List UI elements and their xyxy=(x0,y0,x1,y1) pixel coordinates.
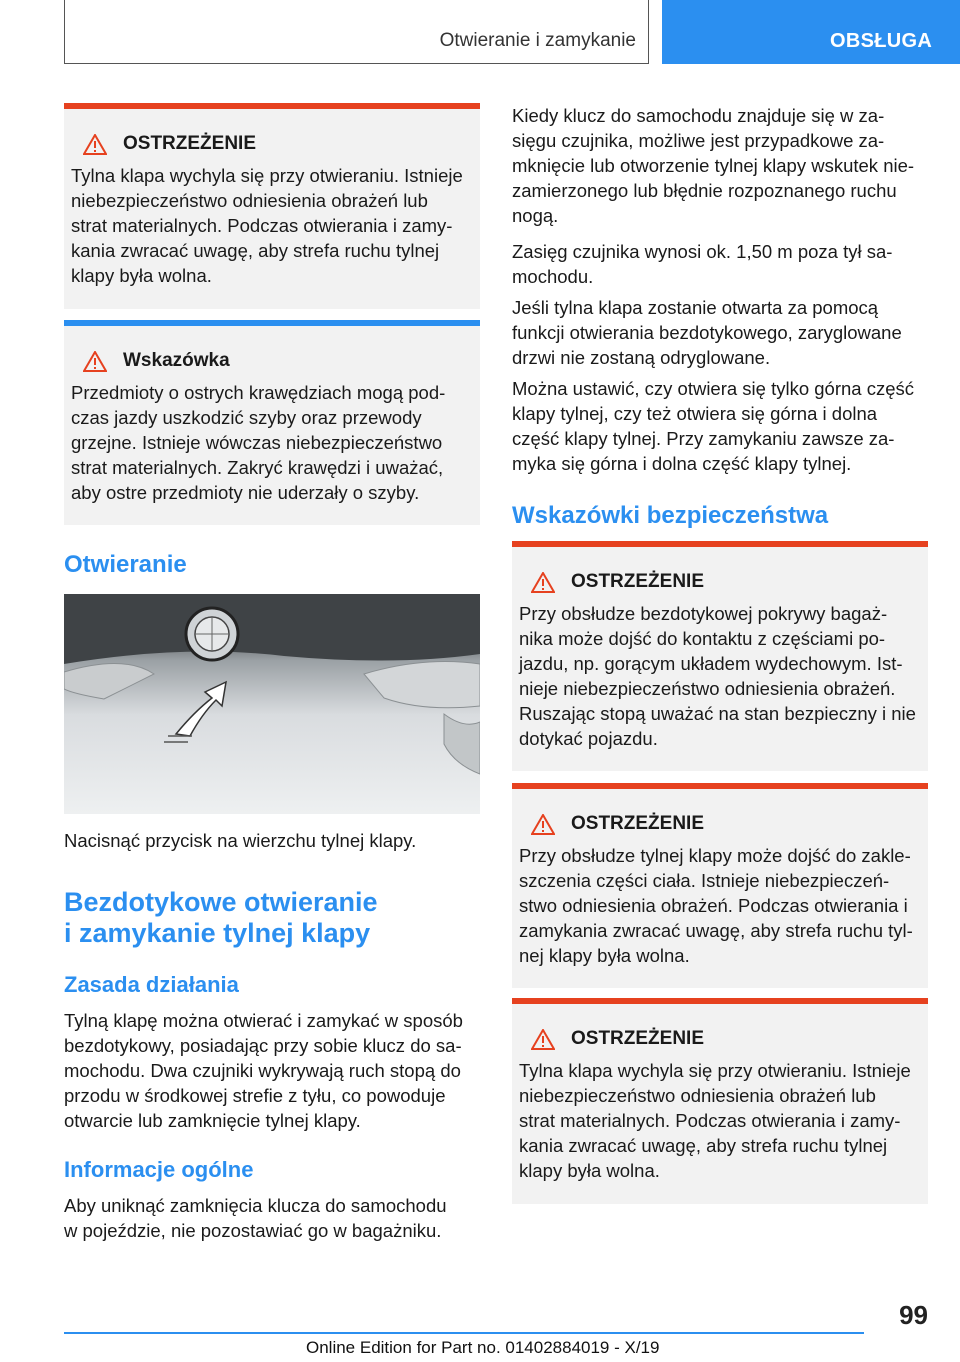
chapter-title: Otwieranie i zamykanie xyxy=(439,30,636,51)
warning-text: Tylna klapa wychyla się przy otwieraniu. Istnieje niebezpieczeństwo odniesienia obrażeń lub strat materialnych. Podczas otwierania i zamy‐ kania zwracać uwagę, aby strefa ruchu tylnej klapy była wolna. xyxy=(519,1060,911,1181)
footer-divider xyxy=(64,1332,864,1334)
heading-general: Informacje ogólne xyxy=(64,1157,254,1182)
unlock-text: Jeśli tylna klapa zostanie otwarta za pomocą funkcji otwierania bezdotykowego, zaryglowane drzwi nie zostaną odryglowane. xyxy=(512,297,902,368)
warning-heading: OSTRZEŻENIE xyxy=(519,813,918,835)
range-text: Zasięg czujnika wynosi ok. 1,50 m poza tył sa‐ mochodu. xyxy=(512,241,893,287)
warning-box xyxy=(512,541,928,771)
heading-safety: Wskazówki bezpieczeństwa xyxy=(512,502,829,529)
page-number: 99 xyxy=(899,1300,928,1330)
warning-box xyxy=(64,103,480,309)
warning-triangle-icon xyxy=(83,351,107,372)
general-text: Aby uniknąć zamknięcia klucza do samochodu w pojeździe, nie pozostawiać go w bagażniku. xyxy=(64,1195,447,1241)
warning-triangle-icon xyxy=(531,1029,555,1050)
warning-text: Przy obsłudze tylnej klapy może dojść do zakle‐ szczenia części ciała. Istnieje niebezpieczeń‐ stwo odniesienia obrażeń. Podczas otwierania i zamykania zwracać uwagę, aby strefa ruchu tyl‐ nej klapy była wolna. xyxy=(519,845,913,966)
header-frame xyxy=(64,0,649,64)
note-box xyxy=(64,320,480,525)
heading-touchless: Bezdotykowe otwieranie i zamykanie tylnej klapy xyxy=(64,887,378,948)
edition-info: Online Edition for Part no. 01402884019 - X/19 xyxy=(306,1338,660,1357)
warning-box xyxy=(512,783,928,988)
warning-triangle-icon xyxy=(83,134,107,155)
warning-heading: OSTRZEŻENIE xyxy=(519,571,918,593)
warning-triangle-icon xyxy=(531,814,555,835)
warning-text: Przy obsłudze bezdotykowej pokrywy bagaż‐ nika może dojść do kontaktu z częściami po‐ jazdu, np. gorącym układem wydechowym. Ist‐ nieje niebezpieczeństwo odniesienia obrażeń. Ruszając stopą uważać na stan bezpieczny i nie dotykać pojazdu. xyxy=(519,603,916,749)
note-text: Przedmioty o ostrych krawędziach mogą pod‐ czas jazdy uszkodzić szyby oraz przewody grzejne. Istnieje wówczas niebezpieczeństwo strat materialnych. Zakryć krawędzi i uważać, aby ostre przedmioty nie uderzały o szyby. xyxy=(71,382,446,503)
sensor-text: Kiedy klucz do samochodu znajduje się w za‐ sięgu czujnika, możliwe jest przypadkowe za‐ mknięcie lub otworzenie tylnej klapy wskutek nie‐ zamierzonego lub błędnie rozpoznanego ruchu nogą. xyxy=(512,105,915,226)
note-heading: Wskazówka xyxy=(71,350,470,372)
tailgate-illustration xyxy=(64,594,480,814)
heading-opening: Otwieranie xyxy=(64,551,187,578)
principle-text: Tylną klapę można otwierać i zamykać w sposób bezdotykowy, posiadając przy sobie klucz do sa‐ mochodu. Dwa czujniki wykrywają ruch stopą do przodu w środkowej strefie z tyłu, co powoduje otwarcie lub zamknięcie tylnej klapy. xyxy=(64,1010,463,1131)
warning-box xyxy=(512,998,928,1204)
section-tab[interactable]: OBSŁUGA xyxy=(662,0,960,64)
heading-principle: Zasada działania xyxy=(64,972,239,997)
warning-text: Tylna klapa wychyla się przy otwieraniu. Istnieje niebezpieczeństwo odniesienia obrażeń lub strat materialnych. Podczas otwierania i zamy‐ kania zwracać uwagę, aby strefa ruchu tylnej klapy była wolna. xyxy=(71,165,463,286)
tailgate-photo xyxy=(64,594,480,814)
photo-caption: Nacisnąć przycisk na wierzchu tylnej klapy. xyxy=(64,830,417,851)
warning-triangle-icon xyxy=(531,572,555,593)
warning-heading: OSTRZEŻENIE xyxy=(519,1028,918,1050)
warning-heading: OSTRZEŻENIE xyxy=(71,133,470,155)
setting-text: Można ustawić, czy otwiera się tylko górna część klapy tylnej, czy też otwiera się górna i dolna część klapy tylnej. Przy zamykaniu zawsze za‐ myka się górna i dolna część klapy tylnej. xyxy=(512,378,915,474)
